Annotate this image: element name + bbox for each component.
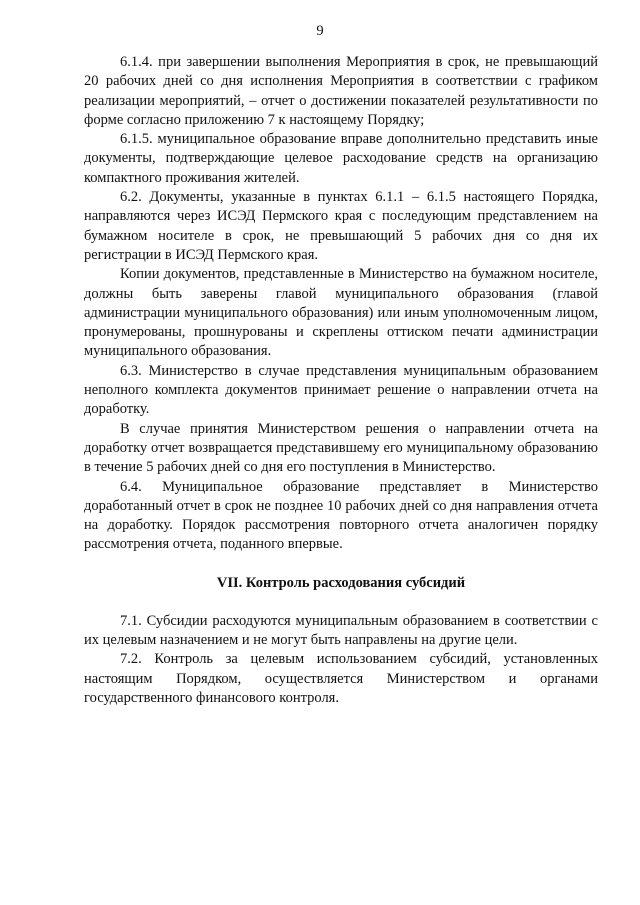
paragraph-6-1-5: 6.1.5. муниципальное образование вправе дополнительно представить иные документы, подтверждающие целевое расходование средств на организацию компактного проживания жителей. [84,131,598,186]
paragraph-7-2: 7.2. Контроль за целевым использованием субсидий, установленных настоящим Порядком, осуществляется Министерством и органами государственного финансового контроля. [84,651,598,706]
section-title: VII. Контроль расходования субсидий [216,574,466,591]
paragraph-6-4: 6.4. Муниципальное образование представляет в Министерство доработанный отчет в срок не позднее 10 рабочих дней со дня направления отчета на доработку. Порядок рассмотрения повторного отчета аналогичен порядку рассмотрения отчета, поданного впервые. [84,478,598,553]
paragraph-return: В случае принятия Министерством решения о направлении отчета на доработку отчет возвращается представившему его муниципальному образованию в течение 5 рабочих дней со дня его поступления в Министерство. [84,420,598,476]
paragraph-7-1: 7.1. Субсидии расходуются муниципальным образованием в соответствии с их целевым назначением и не могут быть направлены на другие цели. [84,612,598,649]
paragraph-6-3: 6.3. Министерство в случае представления муниципальным образованием неполного комплекта документов принимает решение о направлении отчета на доработку. [84,362,598,418]
paragraph-copies: Копии документов, представленные в Министерство на бумажном носителе, должны быть заверены главой муниципального образования (главой администрации муниципального образования) или иным уполномоченным лицом, пронумерованы, прошнурованы и скреплены оттиском печати администрации муниципального образования. [84,266,598,360]
paragraph-6-2: 6.2. Документы, указанные в пунктах 6.1.1 – 6.1.5 настоящего Порядка, направляются через ИСЭД Пермского края с последующим представлением на бумажном носителе в срок, не превышающий 5 рабочих дня со дня их регистрации в ИСЭД Пермского края. [84,189,598,263]
page-number: 9 [316,23,324,39]
document-body [84,53,598,708]
paragraph-6-1-4: 6.1.4. при завершении выполнения Мероприятия в срок, не превышающий 20 рабочих дней со дня исполнения Мероприятия в соответствии с графиком реализации мероприятий, – отчет о достижении показателей результативности по форме согласно приложению 7 к настоящему Порядку; [84,54,598,128]
